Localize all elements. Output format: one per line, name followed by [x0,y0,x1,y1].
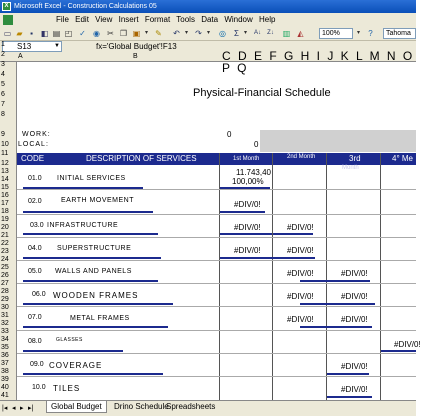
tab-global-budget[interactable]: Global Budget [46,401,107,413]
undo-icon[interactable]: ↶ [173,29,180,38]
underline-bar [23,280,158,282]
format-painter-icon[interactable]: ✎ [155,29,162,38]
progress-bar [300,303,375,305]
summary-band [260,130,416,152]
first-sheet-icon[interactable]: |◂ [2,405,8,412]
underline-bar [23,350,123,352]
row-divider [17,237,416,238]
row-code: 02.0 [28,198,42,205]
print-preview-icon[interactable]: ◰ [64,29,73,38]
row-number[interactable]: 17 [1,200,9,207]
row-number[interactable]: 29 [1,296,9,303]
workbook-icon[interactable] [3,15,13,25]
row-divider [17,283,416,284]
row-number[interactable]: 32 [1,320,9,327]
column-b-header[interactable]: B [133,53,138,60]
zoom-dropdown-icon[interactable]: ▾ [356,30,360,36]
row-description: GLASSES [56,337,83,343]
cell-value[interactable]: #DIV/0! [234,223,261,232]
research-icon[interactable]: ◉ [93,29,100,38]
progress-bar [327,373,369,375]
row-number[interactable]: 1 [1,41,5,48]
row-number[interactable]: 37 [1,360,9,367]
cell-value[interactable]: #DIV/0! [287,223,314,232]
row-number[interactable]: 12 [1,160,9,167]
row-number[interactable]: 31 [1,312,9,319]
row-number[interactable]: 19 [1,216,9,223]
excel-icon: X [2,2,11,11]
progress-bar [273,233,313,235]
row-number[interactable]: 35 [1,344,9,351]
row-number[interactable]: 25 [1,264,9,271]
zoom-select[interactable]: 100% [319,28,353,39]
cell-value[interactable]: #DIV/0! [394,340,421,349]
spelling-icon[interactable]: ✓ [79,29,86,38]
sort-ascending-icon[interactable]: A↓ [253,30,261,36]
redo-icon[interactable]: ↷ [195,29,202,38]
chart-wizard-icon[interactable]: ▥ [282,29,291,38]
menu-edit[interactable]: Edit [75,15,89,24]
redo-dropdown-icon[interactable]: ▾ [206,30,210,36]
row-code: 09.0 [30,361,44,368]
tab-spreadsheets[interactable]: Spreadsheets [166,402,216,411]
row-number[interactable]: 40 [1,384,9,391]
name-box-value: S13 [17,42,32,51]
description-header: DESCRIPTION OF SERVICES [86,154,197,163]
row-number[interactable]: 26 [1,272,9,279]
cell-value[interactable]: #DIV/0! [341,362,368,371]
row-code: 01.0 [28,175,42,182]
menu-tools[interactable]: Tools [176,15,195,24]
standard-toolbar [0,27,416,41]
row-number[interactable]: 4 [1,71,5,78]
undo-dropdown-icon[interactable]: ▾ [184,30,188,36]
row-divider [17,330,416,331]
menu-format[interactable]: Format [144,15,171,24]
cell-value[interactable]: #DIV/0! [287,292,314,301]
row-code: 08.0 [28,338,42,345]
row-code: 04.0 [28,245,42,252]
row-description: WOODEN FRAMES [53,291,139,300]
paste-dropdown-icon[interactable]: ▾ [144,30,148,36]
row-number[interactable]: 28 [1,288,9,295]
grid-line [326,153,327,400]
row-number[interactable]: 2 [1,51,5,58]
row-description: METAL FRAMES [70,315,130,322]
row-number[interactable]: 6 [1,91,5,98]
row-number[interactable]: 13 [1,168,9,175]
grid-line [219,153,220,400]
row-description: COVERAGE [49,361,103,370]
menu-file[interactable]: File [56,15,69,24]
underline-bar [23,211,153,213]
row-description: TILES [53,384,81,393]
prev-sheet-icon[interactable]: ◂ [12,405,16,412]
row-description: WALLS AND PANELS [55,268,132,275]
row-number[interactable]: 21 [1,232,9,239]
menu-view[interactable]: View [95,15,113,24]
drawing-icon[interactable]: ◭ [297,29,304,38]
row-code: 03.0 [30,222,44,229]
row-divider [17,214,416,215]
chevron-down-icon[interactable]: ▼ [54,43,60,49]
row-code: 06.0 [32,291,46,298]
row-number[interactable]: 14 [1,176,9,183]
row-divider [17,376,416,377]
row-code: 05.0 [28,268,42,275]
save-icon[interactable]: ▪ [30,29,33,38]
row-divider [17,306,416,307]
row-number[interactable]: 7 [1,101,5,108]
progress-bar [300,326,372,328]
cell-value[interactable]: 11.743,40 [236,168,271,177]
row-number[interactable]: 34 [1,336,9,343]
font-name-select[interactable]: Tahoma [383,28,416,39]
open-icon[interactable]: ▰ [16,29,23,38]
row-divider [17,260,416,261]
progress-bar [300,280,370,282]
underline-bar [23,257,161,259]
column-headers-c-q[interactable]: C D E F G H I J K L M N O P Q [222,49,415,75]
row-number[interactable]: 33 [1,328,9,335]
row-number[interactable]: 36 [1,352,9,359]
work-label: WORK: [22,131,51,138]
local-value: 0 [254,140,259,149]
help-icon[interactable]: ? [368,29,373,38]
formula-input[interactable]: fx='Global Budget'!F13 [96,42,177,51]
row-number[interactable]: 27 [1,280,9,287]
row-description: EARTH MOVEMENT [61,197,134,204]
cell-value[interactable]: #DIV/0! [341,315,368,324]
new-icon[interactable]: ▭ [3,29,12,38]
row-number[interactable]: 15 [1,184,9,191]
row-code: 10.0 [32,384,46,391]
cell-value[interactable]: #DIV/0! [234,246,261,255]
row-number[interactable]: 18 [1,208,9,215]
row-number[interactable]: 11 [1,150,9,157]
paste-icon[interactable]: ▣ [132,29,141,38]
month-3-header: 3rd [349,154,361,163]
row-divider [17,353,416,354]
code-header: CODE [21,154,45,163]
row-number[interactable]: 23 [1,248,9,255]
copy-icon[interactable]: ❐ [119,29,128,38]
menu-bar [0,13,416,27]
row-code: 07.0 [28,314,42,321]
hyperlink-icon[interactable]: ◎ [219,29,226,38]
window-title: Microsoft Excel - Construction Calculations 05 [14,3,157,10]
column-header [0,49,416,75]
progress-bar [327,396,372,398]
row-number[interactable]: 16 [1,192,9,199]
row-number[interactable]: 30 [1,304,9,311]
cell-value[interactable]: #DIV/0! [341,385,368,394]
row-description: INITIAL SERVICES [57,175,126,182]
print-icon[interactable]: ▤ [52,29,61,38]
row-number[interactable]: 5 [1,81,5,88]
row-number[interactable]: 22 [1,240,9,247]
last-sheet-icon[interactable]: ▸| [28,405,34,412]
cell-value[interactable]: #DIV/0! [287,269,314,278]
progress-bar [220,233,272,235]
cut-icon[interactable]: ✂ [107,29,114,38]
row-divider [17,189,416,190]
row-number[interactable]: 9 [1,131,5,138]
sheet-tabs [0,400,416,416]
sheet-title: Physical-Financial Schedule [193,87,331,99]
schedule-header [17,153,416,165]
title-bar [0,0,416,13]
permission-icon[interactable]: ◧ [40,29,49,38]
cell-value[interactable]: #DIV/0! [287,315,314,324]
menu-window[interactable]: Window [224,15,253,24]
menu-data[interactable]: Data [201,15,219,24]
row-number[interactable]: 8 [1,111,5,118]
cell-value[interactable]: #DIV/0! [341,292,368,301]
row-number[interactable]: 3 [1,61,5,68]
row-number[interactable]: 20 [1,224,9,231]
underline-bar [23,373,163,375]
row-number[interactable]: 39 [1,376,9,383]
autosum-dropdown-icon[interactable]: ▾ [243,30,247,36]
tab-drino-schedule[interactable]: Drino Schedule [114,402,169,411]
progress-bar [220,257,315,259]
menu-insert[interactable]: Insert [118,15,139,24]
underline-bar [23,233,158,235]
underline-bar [23,326,168,328]
row-number[interactable]: 10 [1,141,9,148]
local-label: LOCAL: [18,141,49,148]
cell-value[interactable]: #DIV/0! [234,200,261,209]
row-number[interactable]: 24 [1,256,9,263]
next-sheet-icon[interactable]: ▸ [20,405,24,412]
work-value: 0 [227,130,232,139]
cell-value[interactable]: 100,00% [232,177,264,186]
row-description: SUPERSTRUCTURE [57,245,132,252]
month-3-subheader: Month [342,165,359,171]
month-4-header: 4° Me [392,154,413,163]
row-number[interactable]: 38 [1,368,9,375]
cell-value[interactable]: #DIV/0! [287,246,314,255]
menu-help[interactable]: Help [259,15,276,24]
month-2-header: 2nd Month [287,154,316,160]
row-number[interactable]: 41 [1,392,9,399]
month-1-header: 1st Month [233,156,260,162]
column-a-header[interactable]: A [18,53,23,60]
progress-bar [220,211,265,213]
cell-value[interactable]: #DIV/0! [341,269,368,278]
progress-bar [381,350,416,352]
row-description: INFRASTRUCTURE [47,222,119,229]
grid-line [380,153,381,400]
grid-line [272,153,273,400]
autosum-icon[interactable]: Σ [234,29,239,38]
sort-descending-icon[interactable]: Z↓ [267,30,274,36]
underline-bar [23,303,173,305]
